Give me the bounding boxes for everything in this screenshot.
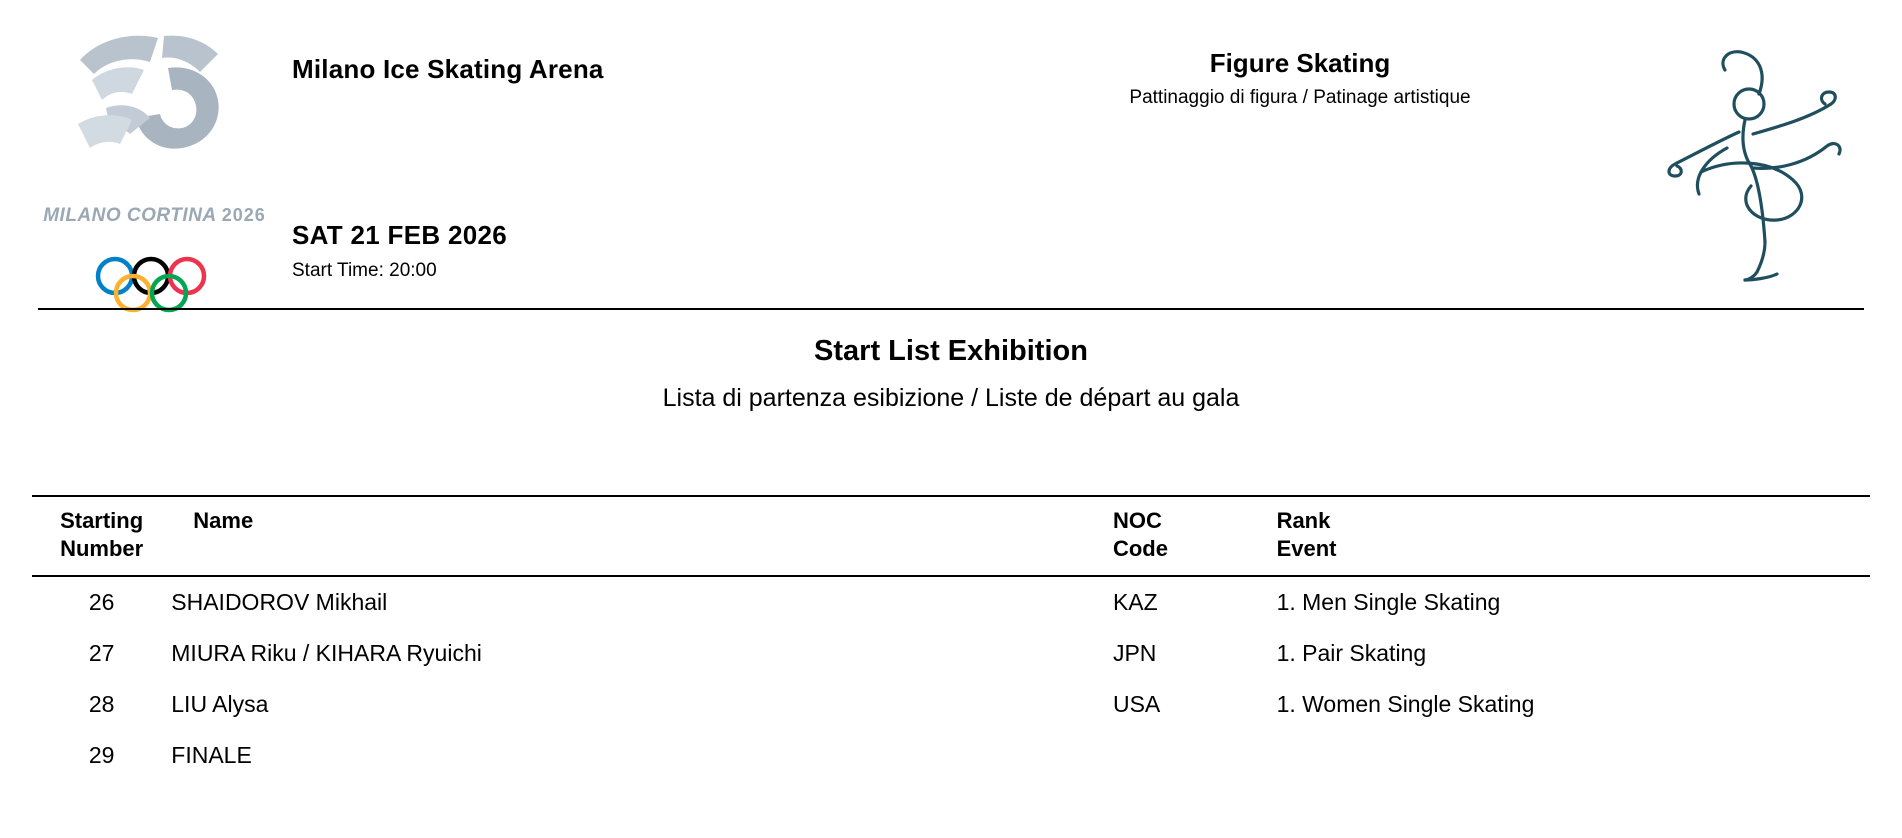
column-header-noc-code (1113, 496, 1277, 576)
column-header-rank-event (1277, 496, 1870, 576)
cell-noc (1113, 730, 1277, 781)
sport-title: Figure Skating (1209, 48, 1391, 78)
cell-name: LIU Alysa (171, 691, 269, 718)
column-header-rank-line2: Event (1276, 536, 1337, 562)
start-list-table (32, 495, 1870, 781)
table-body (32, 576, 1870, 781)
cell-noc: JPN (1112, 640, 1157, 667)
cell-name: FINALE (171, 742, 252, 769)
venue-name: Milano Ice Skating Arena (292, 54, 604, 84)
cell-starting-number: 28 (88, 691, 115, 718)
cell-starting-number: 27 (88, 640, 115, 667)
table-row (32, 576, 1870, 628)
column-header-name: Name (171, 496, 1113, 576)
column-header-starting-number-line2: Number (60, 536, 144, 562)
column-header-noc-line1: NOC (1112, 508, 1162, 533)
logo-wordmark (42, 206, 267, 226)
column-header-noc-line2: Code (1112, 536, 1168, 562)
cell-starting-number: 29 (88, 742, 115, 769)
column-header-rank-line1: Rank (1276, 508, 1331, 533)
sport-subtitle: Pattinaggio di figura / Patinage artistique (1129, 87, 1471, 108)
column-header-starting-number-line1: Starting (60, 508, 144, 533)
olympic-rings-icon (94, 256, 222, 314)
start-list-table-wrap (32, 495, 1870, 781)
document-header (0, 0, 1902, 300)
header-divider (38, 308, 1864, 310)
session-start-time: Start Time: 20:00 (292, 260, 437, 281)
logo-wordmark-line1: MILANO CORTINA (43, 205, 216, 226)
cell-rank-event (1277, 730, 1870, 781)
cell-noc: USA (1112, 691, 1161, 718)
table-header (32, 496, 1870, 576)
column-header-starting-number (32, 496, 171, 576)
page-subtitle: Lista di partenza esibizione / Liste de départ au gala (662, 384, 1240, 412)
table-row (32, 628, 1870, 679)
logo-wordmark-line2: 2026 (221, 205, 266, 225)
table-row (32, 730, 1870, 781)
cell-rank-event: 1. Women Single Skating (1276, 691, 1535, 718)
table-header-row (32, 496, 1870, 576)
sport-block (900, 48, 1700, 109)
figure-skating-pictogram-icon (1641, 42, 1856, 297)
milano-cortina-2026-logo (42, 28, 267, 293)
session-date-block (292, 220, 507, 282)
cell-rank-event: 1. Pair Skating (1276, 640, 1427, 667)
session-date: SAT 21 FEB 2026 (292, 220, 508, 250)
cell-starting-number: 26 (88, 589, 115, 616)
logo-26-mark (72, 28, 237, 163)
cell-name: MIURA Riku / KIHARA Ryuichi (171, 640, 482, 667)
table-row (32, 679, 1870, 730)
page-title: Start List Exhibition (814, 335, 1088, 367)
cell-rank-event: 1. Men Single Skating (1276, 589, 1501, 616)
cell-name: SHAIDOROV Mikhail (171, 589, 388, 616)
cell-noc: KAZ (1112, 589, 1158, 616)
